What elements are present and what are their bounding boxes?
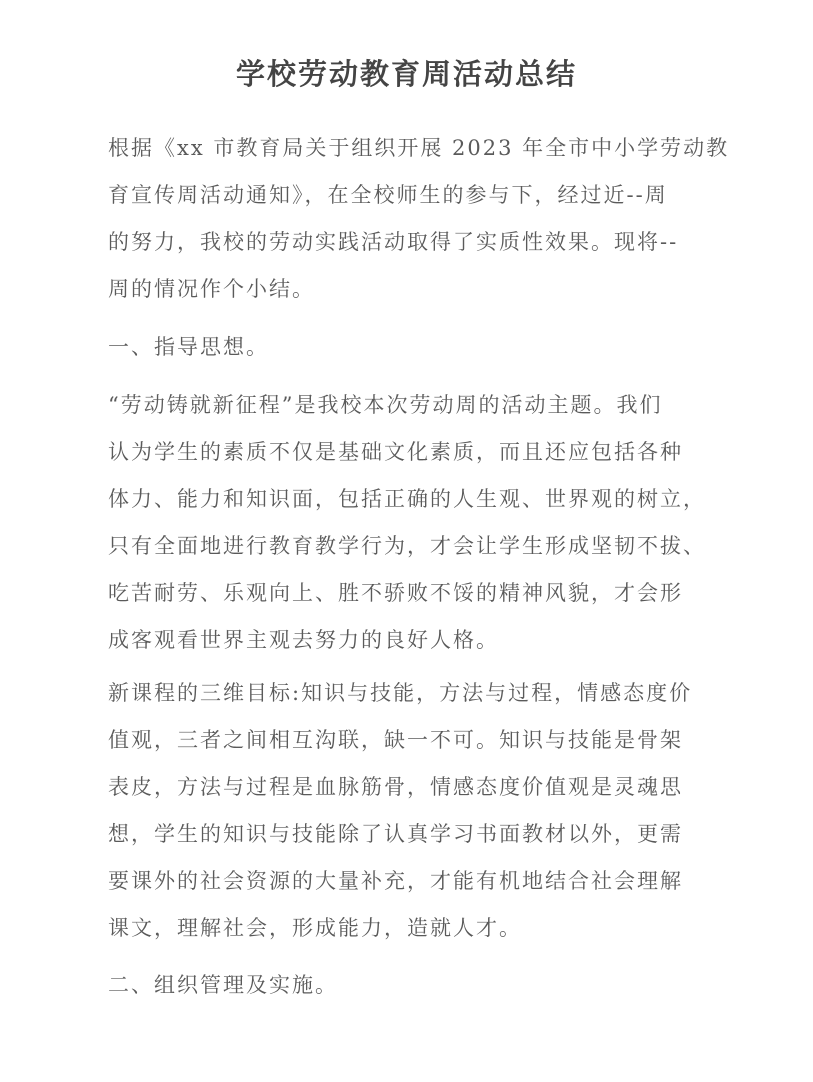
paragraph-curriculum-goals [108,670,748,952]
paragraph-line: 认为学生的素质不仅是基础文化素质，而且还应包括各种 [108,440,683,464]
paragraph-line: 表皮，方法与过程是血脉筋骨，情感态度价值观是灵魂思 [108,775,683,799]
paragraph-line: 的努力，我校的劳动实践活动取得了实质性效果。现将-- [108,230,679,254]
paragraph-line: 新课程的三维目标:知识与技能，方法与过程，情感态度价 [108,681,693,705]
paragraph-line: 吃苦耐劳、乐观向上、胜不骄败不馁的精神风貌，才会形 [108,581,683,605]
section-heading-text: 一、指导思想。 [108,335,269,359]
paragraph-line: 周的情况作个小结。 [108,277,315,301]
paragraph-line: 课文，理解社会，形成能力，造就人才。 [108,916,522,940]
section-heading-organization [108,962,748,1009]
paragraph-line: 只有全面地进行教育教学行为，才会让学生形成坚韧不拔、 [108,534,706,558]
section-heading-guiding-ideology [108,324,748,371]
paragraph-line: 成客观看世界主观去努力的良好人格。 [108,628,499,652]
paragraph-line: 值观，三者之间相互沟联，缺一不可。知识与技能是骨架 [108,728,683,752]
paragraph-line: “劳动铸就新征程”是我校本次劳动周的活动主题。我们 [108,393,663,417]
paragraph-line: 想，学生的知识与技能除了认真学习书面教材以外，更需 [108,822,683,846]
paragraph-theme [108,382,748,664]
section-heading-text: 二、组织管理及实施。 [108,973,338,997]
paragraph-line: 要课外的社会资源的大量补充，才能有机地结合社会理解 [108,869,683,893]
paragraph-line: 根据《xx 市教育局关于组织开展 2023 年全市中小学劳动教 [108,136,730,160]
paragraph-line: 育宣传周活动通知》，在全校师生的参与下，经过近--周 [108,183,668,207]
paragraph-intro [108,125,748,313]
paragraph-line: 体力、能力和知识面，包括正确的人生观、世界观的树立， [108,487,706,511]
document-title: 学校劳动教育周活动总结 [235,57,577,91]
